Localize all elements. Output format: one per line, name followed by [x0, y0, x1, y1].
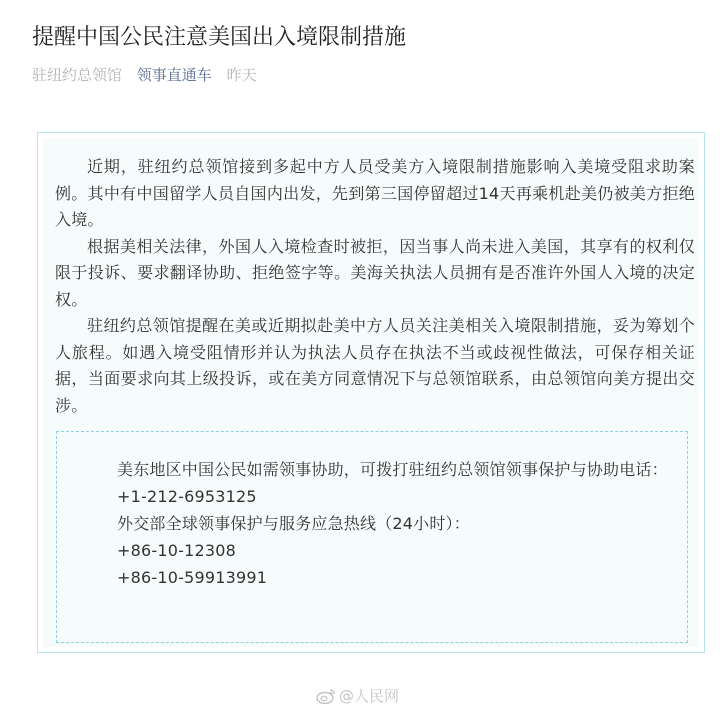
- notice-card-inner: [43, 138, 699, 647]
- account-name[interactable]: 驻纽约总领馆: [32, 66, 123, 84]
- account-link[interactable]: 领事直通车: [136, 66, 212, 84]
- article-title: 提醒中国公民注意美国出入境限制措施: [32, 25, 407, 50]
- contact-intro: 美东地区中国公民如需领事协助，可拨打驻纽约总领馆领事保护与协助电话：: [117, 460, 668, 479]
- notice-card: [37, 132, 705, 653]
- watermark-text: @人民网: [339, 687, 400, 705]
- publish-time: 昨天: [226, 66, 257, 84]
- notice-body: [55, 154, 695, 419]
- paragraph-1: 近期，驻纽约总领馆接到多起中方人员受美方入境限制措施影响入美境受阻求助案例。其中有中国留学人员自国内出发，先到第三国停留超过14天再乘机赴美仍被美方拒绝入境。: [55, 157, 695, 229]
- hotline-phone-1[interactable]: +86-10-12308: [117, 541, 236, 560]
- paragraph-3: 驻纽约总领馆提醒在美或近期拟赴美中方人员关注美相关入境限制措施，妥为筹划个人旅程。如遇入境受阻情形并认为执法人员存在执法不当或歧视性做法，可保存相关证据，当面要求向其上级投诉，或在美方同意情况下与总领馆联系，由总领馆向美方提出交涉。: [55, 316, 695, 415]
- article-meta: [32, 64, 267, 86]
- watermark: [316, 686, 399, 706]
- paragraph-2: 根据美相关法律，外国人入境检查时被拒，因当事人尚未进入美国，其享有的权利仅限于投诉、要求翻译协助、拒绝签字等。美海关执法人员拥有是否准许外国人入境的决定权。: [55, 236, 695, 309]
- contact-text: [85, 456, 675, 591]
- hotline-phone-2[interactable]: +86-10-59913991: [117, 568, 268, 587]
- contact-box: [56, 431, 688, 643]
- weibo-icon: [316, 688, 336, 704]
- hotline-label: 外交部全球领事保护与服务应急热线（24小时）：: [117, 514, 470, 533]
- consulate-phone[interactable]: +1-212-6953125: [117, 487, 257, 506]
